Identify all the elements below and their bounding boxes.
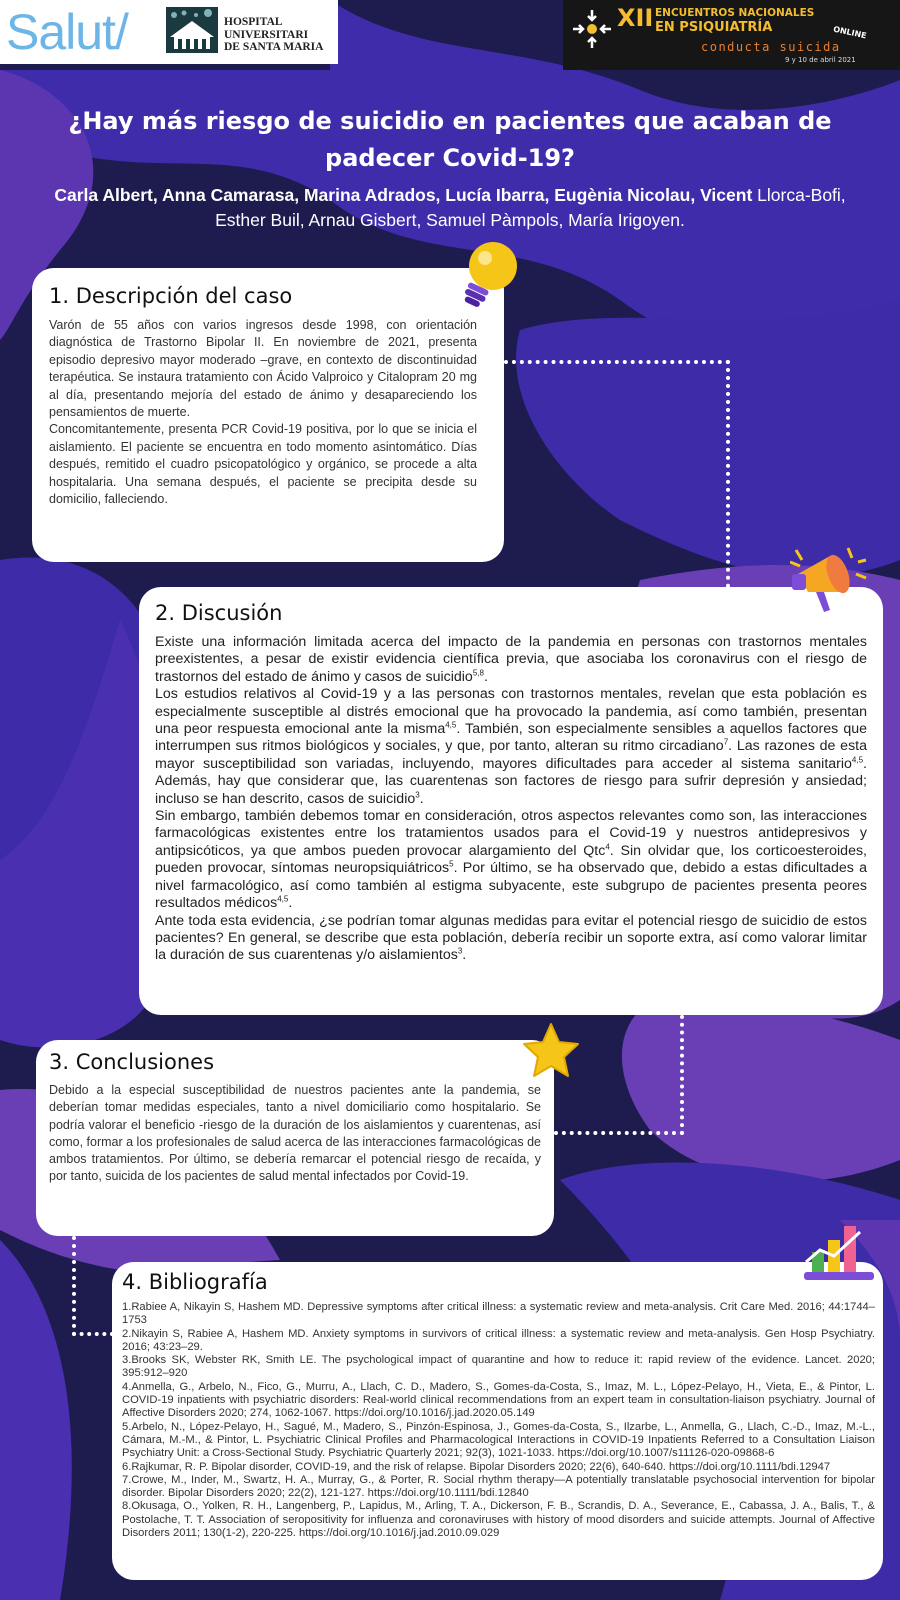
congress-edition: XII [617, 4, 654, 32]
chart-icon [800, 1218, 880, 1284]
congress-dates: 9 y 10 de abril 2021 [785, 56, 856, 64]
hospital-name-line: HOSPITAL [224, 16, 283, 28]
salut-logo: Salut/ [6, 4, 128, 60]
star-icon [520, 1020, 582, 1082]
header-logos [0, 0, 338, 64]
reference-item: 8.Okusaga, O., Yolken, R. H., Langenberg, P., Lapidus, M., Arling, T. A., Dickerson, F. B., Scrandis, D. A., Severance, E., Cabassa, J. A., Balis, T., & Postolache, T. T. Association of seropositivity for influenza and coronaviruses with history of mood disorders and suicide attempts. Journal of Affective Disorders 2011; 130(1-2), 220-225. https://doi.org/10.1016/j.jad.2010.09.029 [122, 1500, 875, 1540]
reference-item: 6.Rajkumar, R. P. Bipolar disorder, COVID-19, and the risk of relapse. Bipolar Disorders 2020; 22(6), 640-640. https://doi.org/10.1111/bdi.12947 [122, 1460, 831, 1473]
reference-item: 4.Anmella, G., Arbelo, N., Fico, G., Murru, A., Llach, C. D., Madero, S., Gomes-da-Costa, S., Imaz, M. L., López-Pelayo, H., Vieta, E., & Pintor, L. COVID-19 inpatients with psychiatric disorders: Real-world clinical recommendations from an expert team in consultation-liaison psychiatry. Journal of Affective Disorders 2020; 274, 1062-1067. https://doi.org/10.1016/j.jad.2020.05.149 [122, 1380, 875, 1420]
discussion-paragraph: Ante toda esta evidencia, ¿se podrían tomar algunas medidas para evitar el potencial riesgo de suicidio de estos pacientes? En general, se describe que esta población, debería recibir un soporte extra, así como valorar limitar la duración de sus cuarentenas y/o aislamientos$^3$. [155, 912, 867, 964]
case-paragraph: Varón de 55 años con varios ingresos desde 1998, con orientación diagnóstica de Trastorno Bipolar II. En noviembre de 2021, presenta episodio depresivo mayor moderado –grave, en contexto de discontinuidad terapéutica. Se instaura tratamiento con Ácido Valproico y Citalopram 20 mg al día, presentando mejoría del estado de ánimo y desapareciendo los pensamientos de muerte. [49, 318, 477, 420]
bibliography-card [112, 1262, 883, 1580]
conclusions-card [36, 1040, 554, 1236]
poster-title: ¿Hay más riesgo de suicidio en pacientes que acaban de padecer Covid-19? [68, 107, 832, 172]
reference-item: 5.Arbelo, N., López-Pelayo, H., Sagué, M., Madero, S., Pinzón-Espinosa, J., Gomes-da-Costa, S., Ilzarbe, L., Anmella, G., Llach, C.-D., Imaz, M.-L., Cámara, M.-M., & Pintor, L. Psychiatric Clinical Profiles and Pharmacological Interactions in COVID-19 Inpatients Referred to a Consultation Liaison Psychiatry Unit: a Cross-Sectional Study. Psychiatric Quarterly 2021; 92(3), 1021-1033. https://doi.org/10.1007/s11126-020-09868-6 [122, 1420, 875, 1460]
hospital-name [224, 16, 323, 54]
hospital-name-line: DE SANTA MARIA [224, 41, 324, 53]
conclusions-text: Debido a la especial susceptibilidad de nuestros pacientes ante la pandemia, se deberían tomar medidas especiales, tanto a nivel domiciliario como hospitalario. Se podría valorar el beneficio -riesgo de la duración de los aislamientos y cuarentenas, así como, formar a los profesionales de salud acerca de las interacciones farmacológicas de ambos tratamientos. Por último, se debería remarcar el potencial riesgo de recaída, y por tanto, suicida de los pacientes de salud mental infectados por Covid-19. [49, 1083, 541, 1184]
congress-online: ONLINE [832, 24, 868, 41]
reference-item: 7.Crowe, M., Inder, M., Swartz, H. A., Murray, G., & Porter, R. Social rhythm therapy—A potentially translatable psychosocial intervention for bipolar disorder. Bipolar Disorders 2020; 22(2), 121-127. https://doi.org/10.1111/bdi.12840 [122, 1473, 875, 1500]
discussion-paragraph: Existe una información limitada acerca del impacto de la pandemia en personas con trastornos mentales preexistentes, a pesar de existir evidencia científica previa, que asociaba los coronavirus con el riesgo de trastornos del estado de ánimo y casos de suicidio$^{5,8}$. [155, 634, 867, 685]
congress-banner [563, 0, 900, 70]
connector-1-2 [504, 360, 730, 588]
discussion-heading: 2. Discusión [155, 601, 283, 625]
reference-item: 2.Nikayin S, Rabiee A, Hashem MD. Anxiety symptoms in survivors of critical illness: a systematic review and meta-analysis. Gen Hosp Psychiatry. 2016; 43:23–29. [122, 1327, 875, 1353]
congress-line1: ENCUENTROS NACIONALES [655, 7, 815, 19]
poster-authors [30, 183, 870, 233]
hospital-name-line: UNIVERSITARI [224, 28, 309, 41]
bibliography-heading: 4. Bibliografía [122, 1270, 268, 1294]
authors-bold: Carla Albert, Anna Camarasa, Marina Adrados, Lucía Ibarra, Eugènia Nicolau, Vicent [54, 185, 753, 205]
discussion-paragraph: Sin embargo, también debemos tomar en consideración, otros aspectos relevantes como son, las interacciones farmacológicas existentes entre los tratamientos usados para el Covid-19 y nuestros antidepresivos y antipsicóticos, ya que ambos pueden provocar alargamiento del Qtc$^4$. Sin olvidar que, los corticoesteroides, pueden provocar, síntomas neuropsiquiátricos$^5$. Por último, se ha observado que, debido a estas dificultades a nivel farmacológico, así como también al estigma subyacente, este subgrupo de pacientes presenta peores resultados médicos$^{4,5}$. [155, 808, 867, 912]
discussion-card [139, 587, 883, 1015]
lightbulb-icon [455, 238, 523, 312]
connector-3-4 [72, 1236, 114, 1336]
authors-rest: Llorca-Bofi, Esther Buil, Arnau Gisbert, Samuel Pàmpols, María Irigoyen. [215, 185, 846, 230]
congress-line2: EN PSIQUIATRÍA [655, 20, 773, 35]
megaphone-icon [790, 540, 872, 620]
case-paragraph: Concomitantemente, presenta PCR Covid-19 positiva, por lo que se inicia el aislamiento. El paciente se encuentra en todo momento asintomático. Días después, remitido el cuadro psicopatológico y orgánico, se procede a alta hospitalaria. Una semana después, el paciente se precipita desde su domicilio, falleciendo. [49, 422, 477, 507]
reference-item: 1.Rabiee A, Nikayin S, Hashem MD. Depressive symptoms after critical illness: a systematic review and meta-analysis. Crit Care Med. 2016; 44:1744–1753 [122, 1301, 875, 1327]
case-heading: 1. Descripción del caso [49, 284, 293, 308]
discussion-paragraph: Los estudios relativos al Covid-19 y a las personas con trastornos mentales, revelan que esta población es especialmente susceptible al distrés emocional que ha provocado la pandemia, así como también, presentan una peor respuesta emocional ante la misma$^{4,5}$. También, son especialmente sensibles a aquellos factores que interrumpen sus ritmos biológicos y sociales, y que, por tanto, alteran su ritmo circadiano$^7$. Las razones de esta mayor susceptibilidad son variadas, incluyendo, mayores dificultades para acceder al sistema sanitario$^{4,5}$. Además, hay que considerar que, las cuarentenas son factores de riesgo para sufrir depresión y ansiedad; incluso se han descrito, casos de suicidio$^3$. [155, 686, 868, 807]
hospital-logo-icon [166, 7, 218, 53]
congress-logo-icon [571, 8, 613, 50]
case-description-card [32, 268, 504, 562]
conclusions-heading: 3. Conclusiones [49, 1050, 215, 1074]
congress-topic: conducta suicida [701, 40, 841, 54]
reference-item: 3.Brooks SK, Webster RK, Smith LE. The psychological impact of quarantine and how to reduce it: rapid review of the evidence. Lancet. 2020; 395:912–920 [122, 1354, 875, 1380]
